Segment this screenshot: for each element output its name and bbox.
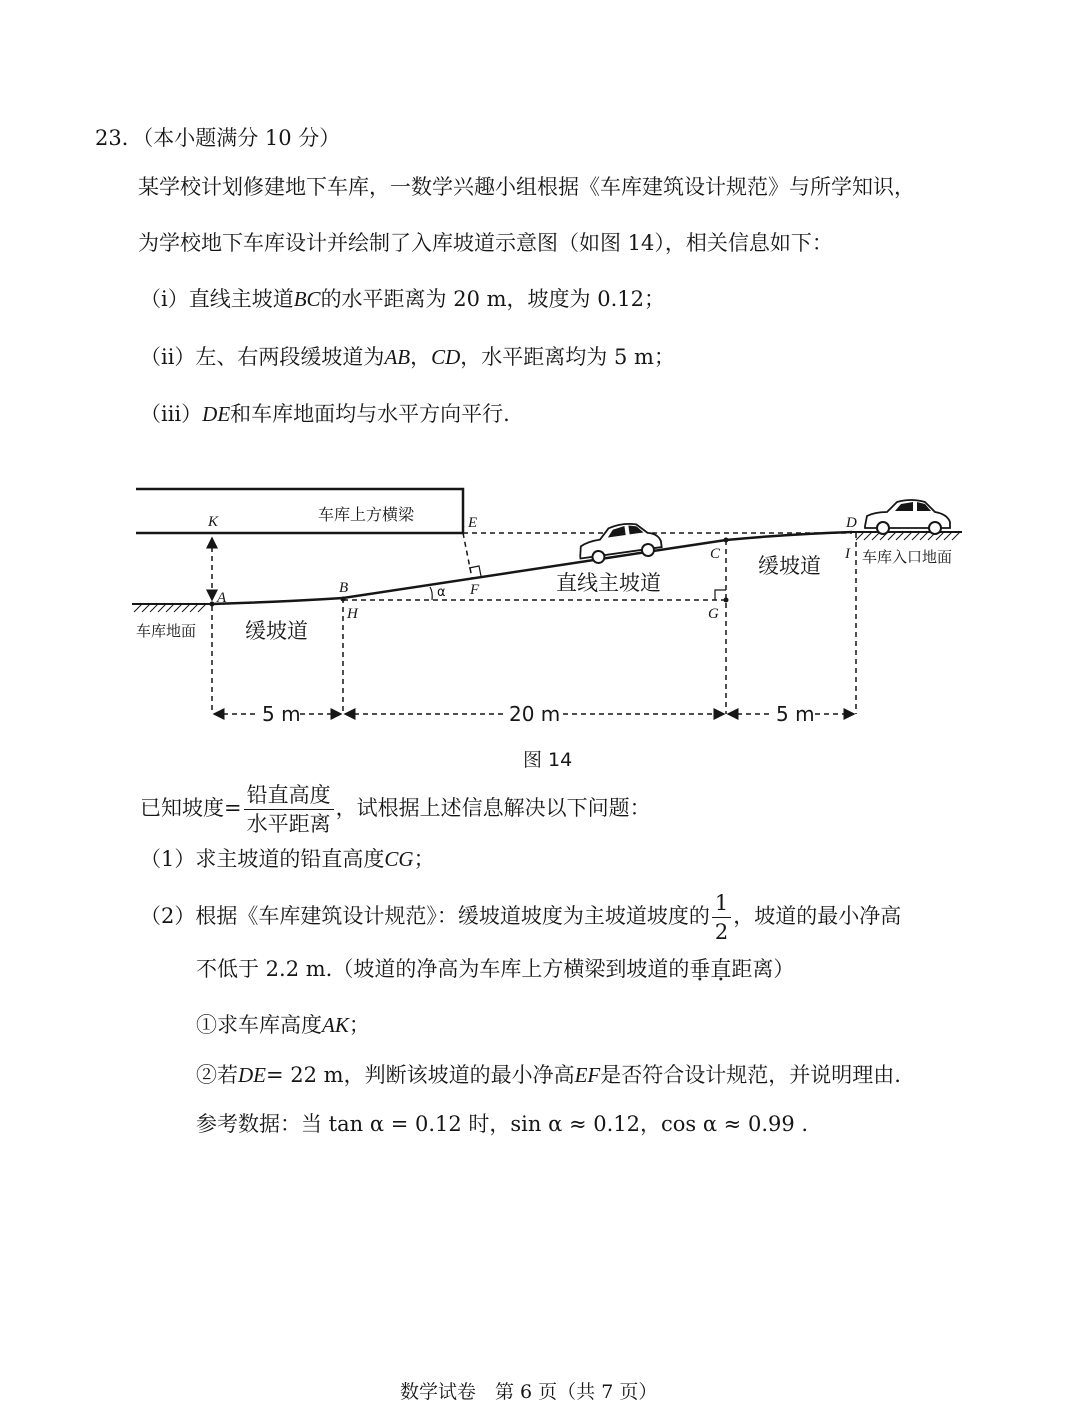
slope-fraction xyxy=(244,781,334,838)
dim-mid-label: 20 m xyxy=(509,702,561,726)
sub2-pre: ②若 xyxy=(196,1063,238,1087)
question-2-part-2 xyxy=(196,1061,901,1089)
given-post: ，试根据上述信息解决以下问题： xyxy=(335,796,651,820)
main-ramp-label: 直线主坡道 xyxy=(556,571,661,595)
reference-data: 参考数据：当 tan α = 0.12 时，sin α ≈ 0.12，cos α ≈ 0.99 . xyxy=(196,1112,809,1136)
ramp-profile xyxy=(212,532,852,604)
point-a-dot xyxy=(210,602,215,607)
figure-caption: 图 14 xyxy=(523,749,573,771)
info3-pre: （ⅲ） xyxy=(140,402,203,426)
info2-pre: （ⅱ）左、右两段缓坡道为 xyxy=(140,345,385,369)
var-ab: AB xyxy=(384,345,411,369)
var-de: DE xyxy=(202,402,231,426)
label-f: F xyxy=(470,582,480,598)
info3-post: 和车库地面均与水平方向平行. xyxy=(230,402,510,426)
problem-header: 23．（本小题满分 10 分） xyxy=(95,126,341,150)
point-g-dot xyxy=(724,598,729,603)
sub2-post: 是否符合设计规范，并说明理由. xyxy=(600,1063,901,1087)
entrance-ground-hatch xyxy=(856,532,960,540)
var-ak: AK xyxy=(322,1013,349,1037)
garage-floor-label: 车库地面 xyxy=(136,622,197,640)
emphasis-char-1: 垂 xyxy=(689,957,711,981)
sub1-post: ； xyxy=(348,1013,370,1037)
alpha-label: α xyxy=(437,585,446,600)
page-footer: 数学试卷 第 6 页（共 7 页） xyxy=(400,1381,658,1403)
half-denominator: 2 xyxy=(714,920,729,944)
label-g: G xyxy=(708,606,719,622)
intro-line-1: 某学校计划修建地下车库，一数学兴趣小组根据《车库建筑设计规范》与所学知识， xyxy=(138,175,915,199)
var-de-2: DE xyxy=(238,1063,266,1087)
point-b-dot xyxy=(341,597,346,602)
q2-line2-post: 距离） xyxy=(731,957,795,981)
label-b: B xyxy=(339,580,349,596)
label-e: E xyxy=(468,515,478,531)
info2-post: ，水平距离均为 5 m； xyxy=(460,345,675,369)
half-fraction xyxy=(712,889,731,946)
q1-post: ； xyxy=(413,847,435,871)
entrance-label: 车库入口地面 xyxy=(862,548,953,566)
alpha-arc xyxy=(430,587,432,600)
dim-left-label: 5 m xyxy=(262,702,301,726)
var-cg: CG xyxy=(384,847,414,871)
var-cd: CD xyxy=(431,345,461,369)
emphasis-char-2: 直 xyxy=(710,957,732,981)
half-numerator: 1 xyxy=(712,889,731,918)
q1-pre: （1）求主坡道的铅直高度 xyxy=(140,847,385,871)
info1-post: 的水平距离为 20 m，坡度为 0.12； xyxy=(320,287,665,311)
fraction-denominator: 水平距离 xyxy=(246,812,331,836)
ef-dashed-line xyxy=(463,533,472,578)
question-2-part-1 xyxy=(196,1011,370,1039)
label-h: H xyxy=(347,606,358,622)
label-i: I xyxy=(845,546,850,562)
label-d: D xyxy=(846,515,857,531)
label-a: A xyxy=(217,590,227,606)
info2-sep: ， xyxy=(410,345,432,369)
car-at-entrance-icon xyxy=(865,500,950,534)
sub2-eq: = 22 m，判断该坡道的最小净高 xyxy=(266,1063,575,1087)
slope-definition xyxy=(140,778,651,838)
gentle-ramp-left-label: 缓坡道 xyxy=(245,619,308,643)
sub1-pre: ①求车库高度 xyxy=(196,1013,322,1037)
q2-line2-pre: 不低于 2.2 m.（坡道的净高为车库上方横梁到坡道的 xyxy=(196,957,690,981)
gentle-ramp-right-label: 缓坡道 xyxy=(758,554,821,578)
intro-line-2: 为学校地下车库设计并绘制了入库坡道示意图（如图 14），相关信息如下： xyxy=(138,231,833,255)
fraction-numerator: 铅直高度 xyxy=(244,781,334,810)
label-c: C xyxy=(710,546,721,562)
question-1 xyxy=(140,845,435,873)
question-2-line-2 xyxy=(196,955,794,983)
q2-post: ，坡道的最小净高 xyxy=(733,904,902,928)
var-ef: EF xyxy=(574,1063,601,1087)
dim-right-label: 5 m xyxy=(776,702,815,726)
point-c-dot xyxy=(724,538,729,543)
q2-pre: （2）根据《车库建筑设计规范》：缓坡道坡度为主坡道坡度的 xyxy=(140,904,710,928)
beam-label: 车库上方横梁 xyxy=(318,505,415,524)
info1-pre: （ⅰ）直线主坡道 xyxy=(140,287,294,311)
label-k: K xyxy=(208,514,219,530)
question-2 xyxy=(140,886,901,946)
given-pre: 已知坡度= xyxy=(140,796,242,820)
garage-floor-hatch xyxy=(134,604,206,612)
var-bc: BC xyxy=(293,287,321,311)
car-on-ramp-icon xyxy=(577,519,663,565)
